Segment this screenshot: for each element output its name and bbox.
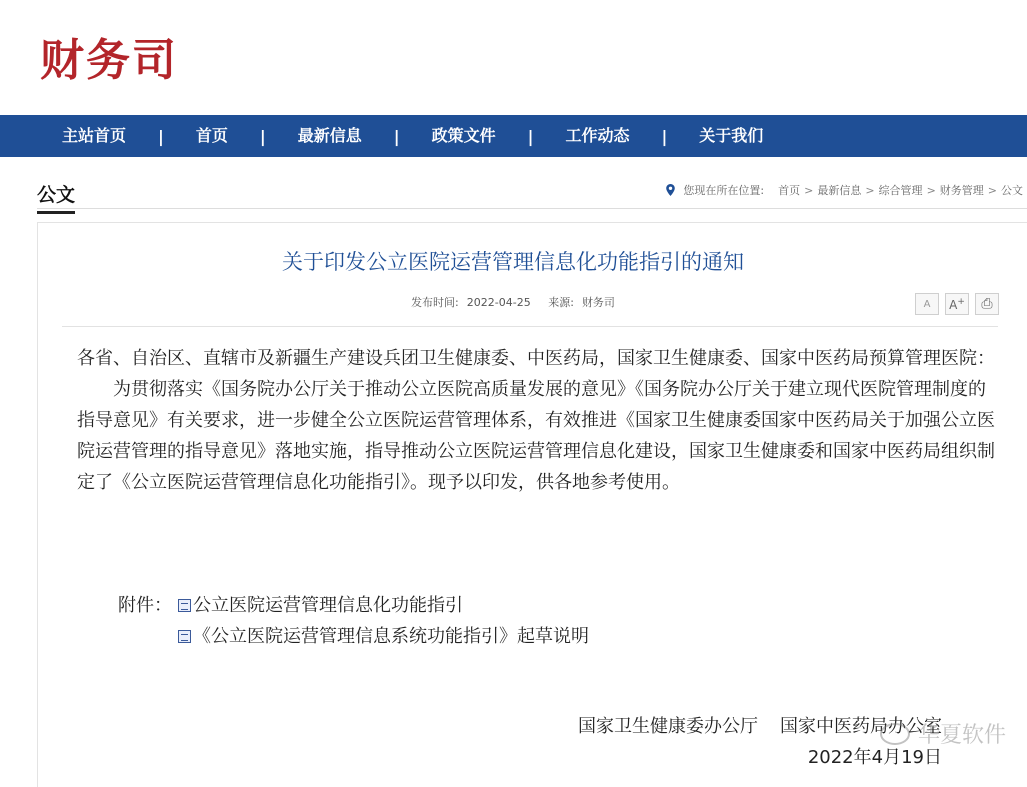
section-divider — [37, 208, 1027, 209]
document-icon — [178, 630, 191, 643]
section-title: 公文 — [37, 180, 75, 214]
breadcrumb-separator: > — [865, 183, 875, 197]
breadcrumb — [666, 182, 1023, 198]
nav-item-main-home[interactable]: 主站首页 — [62, 126, 127, 145]
font-decrease-icon: A — [923, 298, 931, 310]
font-increase-button[interactable] — [945, 293, 969, 315]
nav-item-about[interactable]: 关于我们 — [699, 126, 764, 145]
site-logo[interactable]: 财务司 — [40, 35, 178, 86]
nav-item-news[interactable]: 工作动态 — [565, 126, 630, 145]
nav-separator: | — [259, 126, 266, 146]
body-paragraph: 为贯彻落实《国务院办公厅关于推动公立医院高质量发展的意见》《国务院办公厅关于建立现代医院管理制度的指导意见》有关要求，进一步健全公立医院运营管理体系，有效推进《国家卫生健康委国家中医药局关于加强公立医院运营管理的指导意见》落地实施，指导推动公立医院运营管理信息化建设，国家卫生健康委和国家中医药局组织制定了《公立医院运营管理信息化功能指引》。现予以印发，供各地参考使用。 — [77, 379, 995, 493]
print-button[interactable] — [975, 293, 999, 315]
attachment-link-2[interactable] — [178, 621, 589, 652]
document-icon — [178, 599, 191, 612]
nav-separator: | — [661, 126, 668, 146]
article-meta — [38, 294, 988, 310]
article-title: 关于印发公立医院运营管理信息化功能指引的通知 — [282, 250, 744, 274]
nav-item-latest[interactable]: 最新信息 — [297, 126, 362, 145]
nav-item-policy[interactable]: 政策文件 — [431, 126, 496, 145]
source-value: 财务司 — [581, 296, 615, 309]
attachments — [118, 590, 589, 652]
attachment-title: 《公立医院运营管理信息系统功能指引》起草说明 — [193, 626, 589, 647]
breadcrumb-latest[interactable]: 最新信息 — [817, 184, 862, 197]
date-label: 发布时间: — [411, 296, 459, 309]
location-pin-icon — [666, 184, 675, 196]
nav-separator: | — [527, 126, 534, 146]
main-nav — [0, 115, 1027, 157]
section-header — [37, 180, 1027, 210]
source-label: 来源: — [548, 296, 574, 309]
nav-item-home[interactable]: 首页 — [195, 126, 228, 145]
article-panel — [37, 222, 1027, 787]
attachment-title: 公立医院运营管理信息化功能指引 — [193, 595, 463, 616]
breadcrumb-document[interactable]: 公文 — [1001, 184, 1023, 197]
watermark — [880, 718, 1006, 749]
font-decrease-button[interactable] — [915, 293, 939, 315]
attachments-label: 附件： — [118, 595, 172, 616]
breadcrumb-general[interactable]: 综合管理 — [878, 184, 923, 197]
nav-separator: | — [158, 126, 164, 146]
attachment-row — [118, 590, 589, 621]
breadcrumb-home[interactable]: 首页 — [778, 184, 801, 197]
title-divider — [62, 326, 998, 327]
breadcrumb-separator: > — [987, 183, 997, 197]
attachment-link-1[interactable] — [178, 590, 463, 621]
article-tools — [915, 293, 999, 315]
publish-date: 2022-04-25 — [466, 296, 531, 309]
attachment-row — [118, 621, 589, 652]
font-increase-icon: A+ — [949, 296, 965, 312]
breadcrumb-finance[interactable]: 财务管理 — [939, 184, 984, 197]
watermark-text: 华夏软件 — [918, 723, 1007, 748]
nav-separator: | — [393, 126, 400, 146]
signature-date: 2022年4月19日 — [807, 747, 942, 768]
signature-org-2: 国家中医药局办公室 — [780, 716, 942, 737]
signature-org-1: 国家卫生健康委办公厅 — [578, 716, 758, 737]
breadcrumb-prefix: 您现在所在位置: — [683, 184, 765, 197]
salutation: 各省、自治区、直辖市及新疆生产建设兵团卫生健康委、中医药局，国家卫生健康委、国家中医药局预算管理医院： — [77, 348, 995, 369]
wechat-icon — [880, 723, 910, 745]
breadcrumb-separator: > — [804, 183, 814, 197]
breadcrumb-separator: > — [926, 183, 936, 197]
article-body — [77, 343, 997, 498]
print-icon: ⎙ — [981, 296, 993, 312]
